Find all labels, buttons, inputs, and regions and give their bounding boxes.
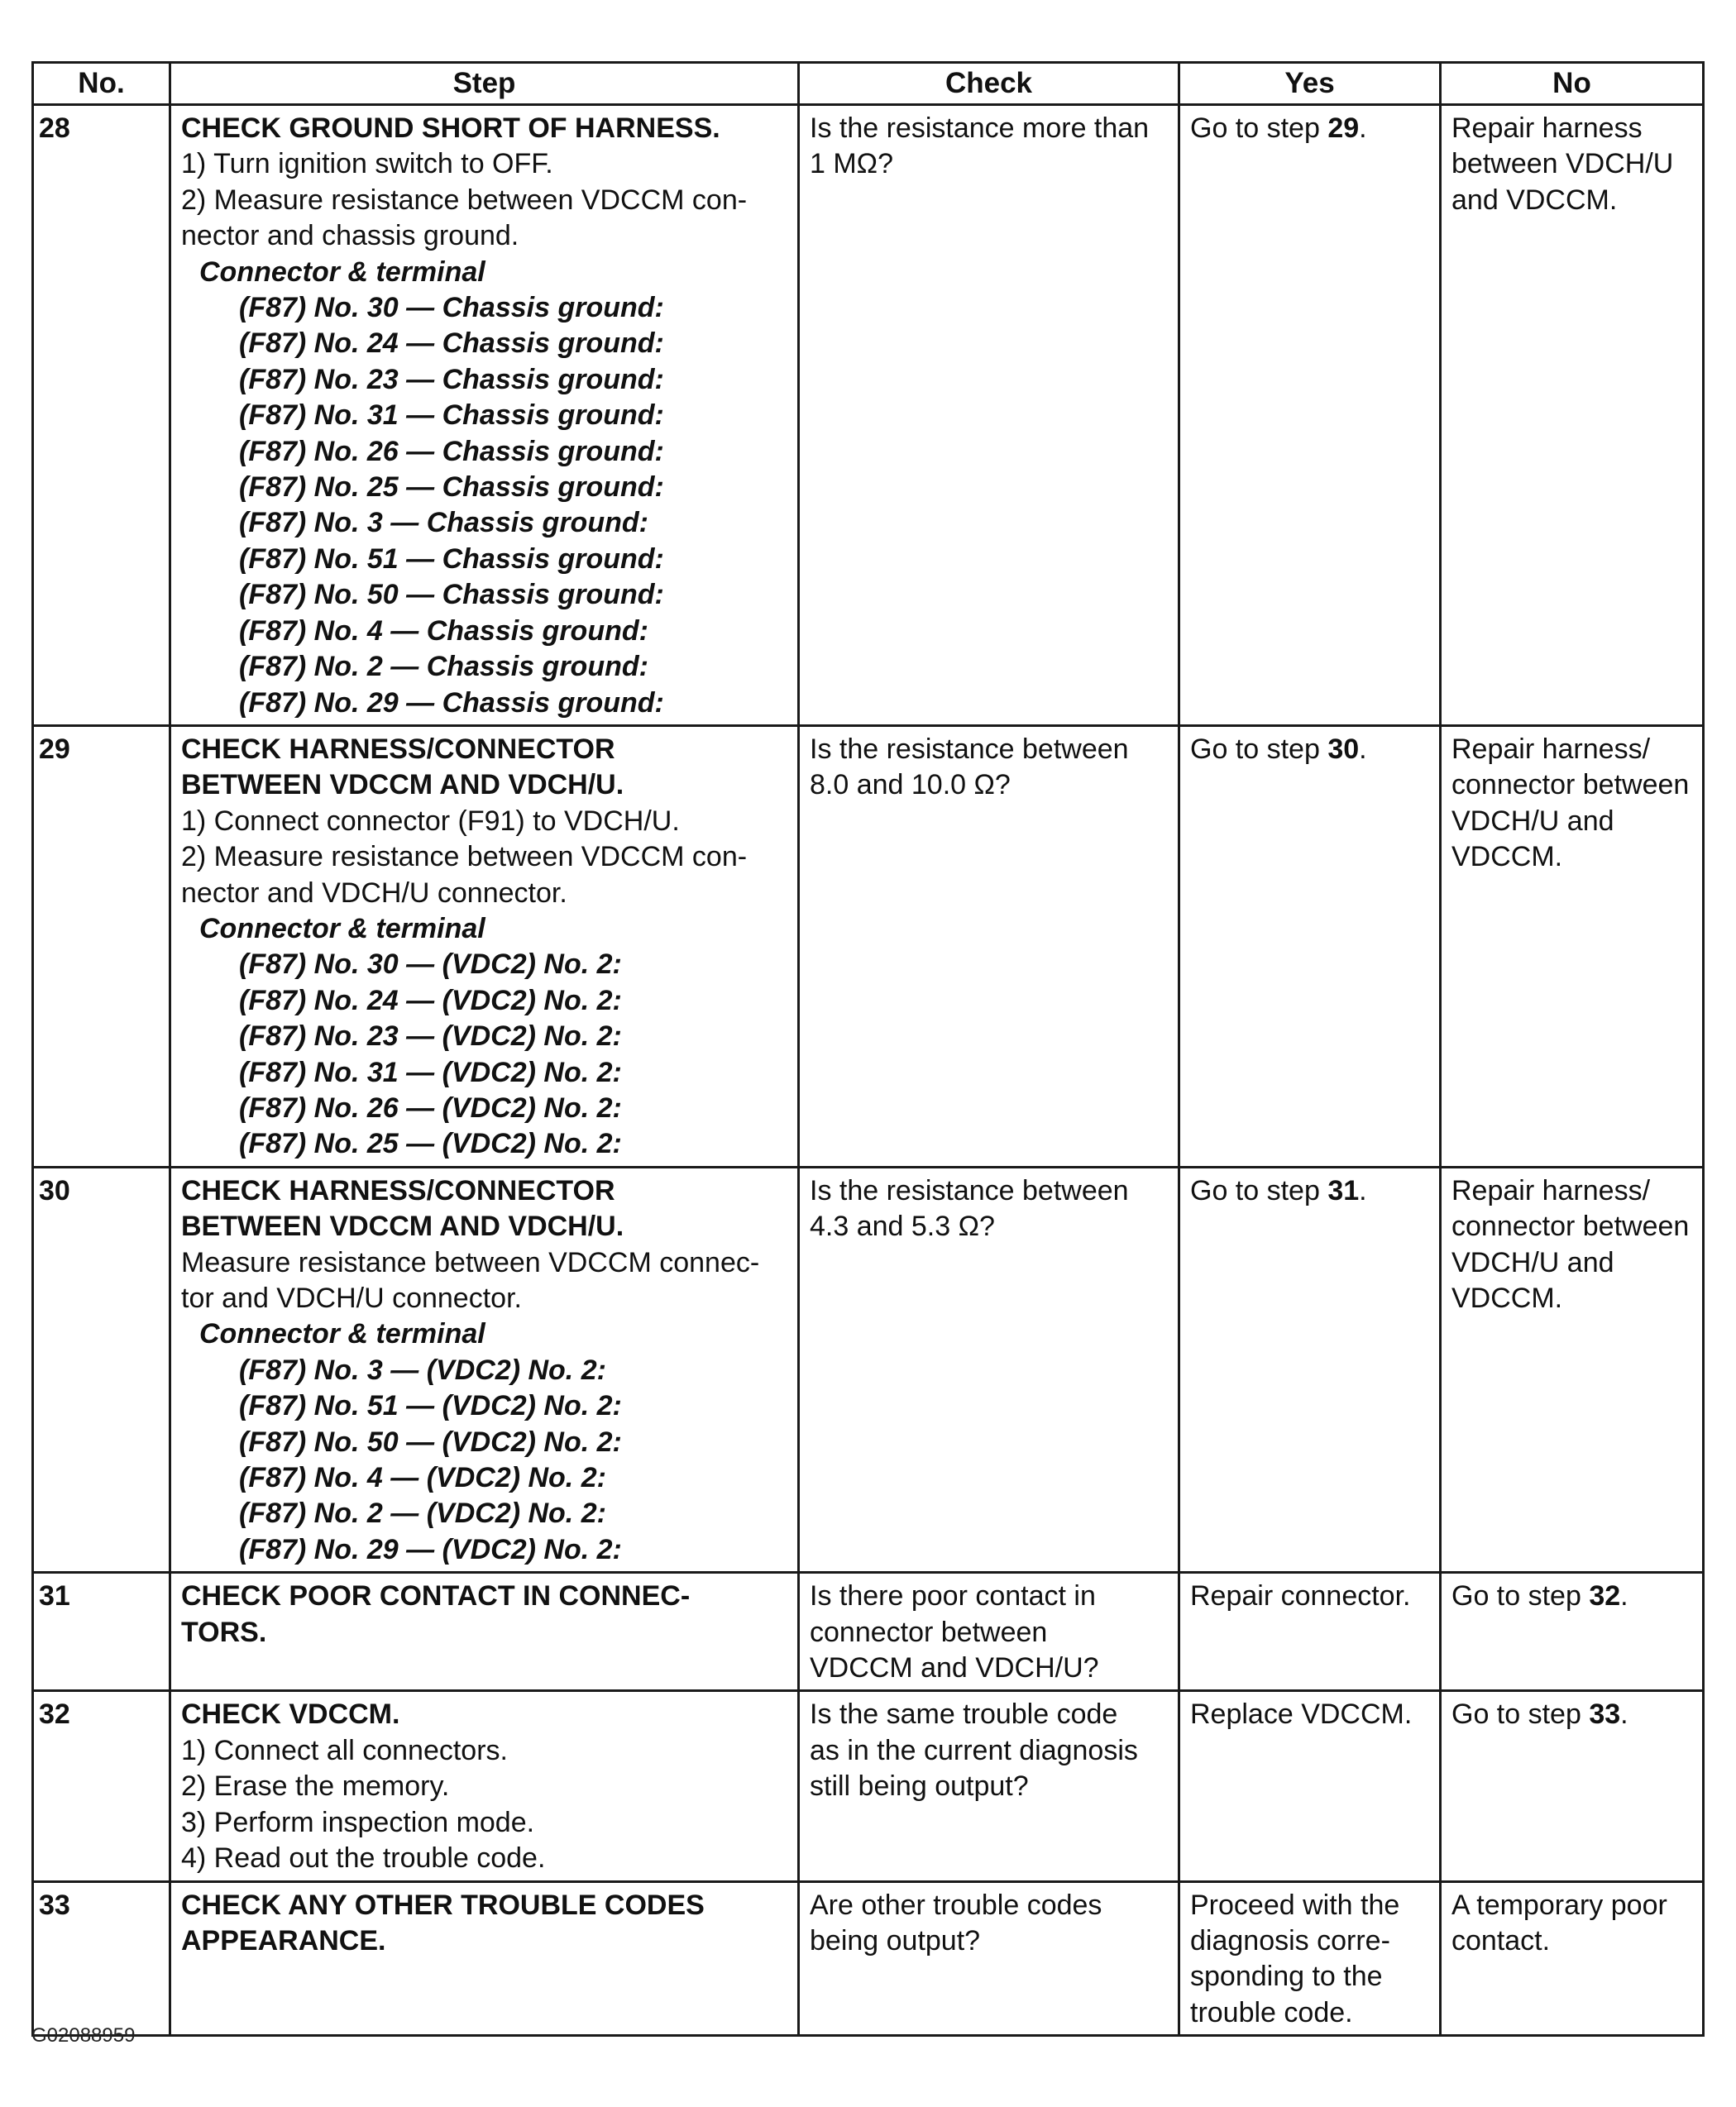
yes-cell-text: Repair connector. bbox=[1190, 1580, 1411, 1612]
yes-cell bbox=[1179, 1573, 1441, 1691]
yes-cell bbox=[1179, 1691, 1441, 1881]
check-line: as in the current diagnosis bbox=[810, 1734, 1138, 1766]
terminal-spec: (F87) No. 31 — (VDC2) No. 2: bbox=[239, 1056, 622, 1088]
no-cell bbox=[1441, 1691, 1704, 1881]
step-instruction: nector and chassis ground. bbox=[181, 220, 519, 252]
step-title: CHECK GROUND SHORT OF HARNESS. bbox=[181, 112, 720, 144]
step-instruction: 4) Read out the trouble code. bbox=[181, 1842, 546, 1875]
check-line: Is the same trouble code bbox=[810, 1698, 1118, 1731]
yes-cell bbox=[1179, 725, 1441, 1167]
no-cell-text: Go to step bbox=[1451, 1698, 1590, 1731]
step-cell bbox=[170, 725, 799, 1167]
terminal-heading: Connector & terminal bbox=[199, 912, 485, 944]
step-title: CHECK VDCCM. bbox=[181, 1698, 400, 1731]
check-line: Are other trouble codes bbox=[810, 1889, 1102, 1921]
yes-cell bbox=[1179, 105, 1441, 726]
check-line: Is there poor contact in bbox=[810, 1580, 1096, 1612]
table-row bbox=[33, 1881, 1704, 2036]
terminal-spec: (F87) No. 51 — (VDC2) No. 2: bbox=[239, 1390, 622, 1422]
yes-cell-punct: . bbox=[1359, 733, 1367, 765]
table-body bbox=[33, 105, 1704, 2036]
step-title: CHECK HARNESS/CONNECTOR bbox=[181, 733, 615, 765]
terminal-heading: Connector & terminal bbox=[199, 256, 485, 288]
check-cell bbox=[799, 1573, 1179, 1691]
terminal-spec: (F87) No. 26 — Chassis ground: bbox=[239, 435, 664, 467]
terminal-spec: (F87) No. 30 — Chassis ground: bbox=[239, 292, 664, 324]
table-row bbox=[33, 105, 1704, 726]
terminal-spec: (F87) No. 23 — Chassis ground: bbox=[239, 363, 664, 395]
yes-cell-text: Go to step bbox=[1190, 1174, 1328, 1206]
terminal-spec: (F87) No. 3 — Chassis ground: bbox=[239, 507, 648, 539]
step-instruction: 1) Turn ignition switch to OFF. bbox=[181, 148, 553, 180]
terminal-spec: (F87) No. 50 — (VDC2) No. 2: bbox=[239, 1426, 622, 1458]
table-row bbox=[33, 1573, 1704, 1691]
step-number: 33 bbox=[33, 1881, 170, 2036]
terminal-spec: (F87) No. 26 — (VDC2) No. 2: bbox=[239, 1092, 622, 1124]
step-number: 28 bbox=[33, 105, 170, 726]
yes-cell-text: Replace VDCCM. bbox=[1190, 1698, 1413, 1731]
terminal-spec: (F87) No. 25 — Chassis ground: bbox=[239, 471, 664, 504]
no-cell-text: Repair harness between VDCH/U and VDCCM. bbox=[1451, 112, 1674, 216]
check-cell bbox=[799, 725, 1179, 1167]
check-line: 8.0 and 10.0 Ω? bbox=[810, 769, 1011, 801]
yes-cell-text: Go to step bbox=[1190, 112, 1328, 144]
yes-cell-text: Go to step bbox=[1190, 733, 1328, 765]
check-cell bbox=[799, 1881, 1179, 2036]
yes-cell-step-ref: 29 bbox=[1327, 112, 1360, 144]
yes-cell-step-ref: 30 bbox=[1327, 733, 1360, 765]
step-instruction: tor and VDCH/U connector. bbox=[181, 1283, 522, 1314]
no-cell-punct: . bbox=[1620, 1698, 1628, 1731]
step-instruction: nector and VDCH/U connector. bbox=[181, 877, 567, 909]
check-line: Is the resistance more than bbox=[810, 112, 1150, 144]
no-cell-text: A temporary poor contact. bbox=[1451, 1889, 1667, 1956]
header-no-action: No bbox=[1441, 63, 1704, 105]
diagnostic-table bbox=[31, 61, 1705, 2037]
header-check: Check bbox=[799, 63, 1179, 105]
step-title: BETWEEN VDCCM AND VDCH/U. bbox=[181, 769, 624, 801]
terminal-spec: (F87) No. 29 — Chassis ground: bbox=[239, 686, 664, 719]
yes-cell-step-ref: 31 bbox=[1327, 1174, 1360, 1206]
step-instruction: Measure resistance between VDCCM connec- bbox=[181, 1246, 760, 1278]
step-cell bbox=[170, 105, 799, 726]
check-line: 4.3 and 5.3 Ω? bbox=[810, 1211, 995, 1243]
no-cell bbox=[1441, 105, 1704, 726]
table-row bbox=[33, 1691, 1704, 1881]
terminal-spec: (F87) No. 2 — (VDC2) No. 2: bbox=[239, 1498, 606, 1530]
header-yes: Yes bbox=[1179, 63, 1441, 105]
step-number: 31 bbox=[33, 1573, 170, 1691]
step-instruction: 2) Erase the memory. bbox=[181, 1770, 450, 1803]
no-cell bbox=[1441, 1881, 1704, 2036]
check-line: Is the resistance between bbox=[810, 1174, 1129, 1206]
step-cell bbox=[170, 1573, 799, 1691]
no-cell-text: Repair harness/ connector between VDCH/U and VDCCM. bbox=[1451, 1174, 1690, 1314]
step-title: BETWEEN VDCCM AND VDCH/U. bbox=[181, 1211, 624, 1243]
check-line: being output? bbox=[810, 1924, 981, 1956]
terminal-spec: (F87) No. 2 — Chassis ground: bbox=[239, 651, 648, 683]
terminal-spec: (F87) No. 51 — Chassis ground: bbox=[239, 542, 664, 575]
terminal-spec: (F87) No. 25 — (VDC2) No. 2: bbox=[239, 1128, 622, 1160]
terminal-spec: (F87) No. 24 — (VDC2) No. 2: bbox=[239, 984, 622, 1016]
step-instruction: 3) Perform inspection mode. bbox=[181, 1806, 535, 1838]
no-cell-step-ref: 33 bbox=[1589, 1698, 1621, 1731]
check-line: 1 MΩ? bbox=[810, 148, 894, 180]
terminal-spec: (F87) No. 4 — (VDC2) No. 2: bbox=[239, 1462, 606, 1494]
check-line: VDCCM and VDCH/U? bbox=[810, 1652, 1099, 1684]
no-cell-text: Repair harness/ connector between VDCH/U and VDCCM. bbox=[1451, 733, 1690, 873]
terminal-spec: (F87) No. 31 — Chassis ground: bbox=[239, 399, 664, 432]
step-instruction: 2) Measure resistance between VDCCM con- bbox=[181, 841, 748, 873]
step-instruction: 1) Connect all connectors. bbox=[181, 1734, 508, 1766]
no-cell bbox=[1441, 1167, 1704, 1572]
yes-cell-text: Proceed with the diagnosis corre- sponding to the trouble code. bbox=[1190, 1889, 1400, 2028]
step-instruction: 2) Measure resistance between VDCCM con- bbox=[181, 184, 748, 216]
header-row bbox=[33, 63, 1704, 105]
check-line: connector between bbox=[810, 1616, 1048, 1648]
no-cell bbox=[1441, 725, 1704, 1167]
yes-cell-punct: . bbox=[1359, 1174, 1367, 1206]
terminal-spec: (F87) No. 23 — (VDC2) No. 2: bbox=[239, 1020, 622, 1053]
terminal-spec: (F87) No. 30 — (VDC2) No. 2: bbox=[239, 948, 622, 981]
step-title: CHECK ANY OTHER TROUBLE CODES bbox=[181, 1889, 705, 1921]
terminal-spec: (F87) No. 24 — Chassis ground: bbox=[239, 327, 664, 360]
terminal-spec: (F87) No. 29 — (VDC2) No. 2: bbox=[239, 1533, 622, 1565]
step-cell bbox=[170, 1881, 799, 2036]
step-number: 32 bbox=[33, 1691, 170, 1881]
no-cell bbox=[1441, 1573, 1704, 1691]
table-row bbox=[33, 1167, 1704, 1572]
yes-cell bbox=[1179, 1881, 1441, 2036]
terminal-heading: Connector & terminal bbox=[199, 1318, 485, 1350]
step-number: 30 bbox=[33, 1167, 170, 1572]
step-number: 29 bbox=[33, 725, 170, 1167]
terminal-spec: (F87) No. 4 — Chassis ground: bbox=[239, 614, 648, 647]
step-cell bbox=[170, 1691, 799, 1881]
check-cell bbox=[799, 1167, 1179, 1572]
check-line: Is the resistance between bbox=[810, 733, 1129, 765]
step-instruction: 1) Connect connector (F91) to VDCH/U. bbox=[181, 805, 680, 837]
step-title: APPEARANCE. bbox=[181, 1924, 386, 1956]
yes-cell-punct: . bbox=[1359, 112, 1367, 144]
figure-id: G02088959 bbox=[31, 2024, 136, 2047]
check-line: still being output? bbox=[810, 1770, 1029, 1803]
step-cell bbox=[170, 1167, 799, 1572]
step-title: CHECK HARNESS/CONNECTOR bbox=[181, 1174, 615, 1206]
terminal-spec: (F87) No. 3 — (VDC2) No. 2: bbox=[239, 1354, 606, 1386]
yes-cell bbox=[1179, 1167, 1441, 1572]
terminal-spec: (F87) No. 50 — Chassis ground: bbox=[239, 579, 664, 611]
check-cell bbox=[799, 105, 1179, 726]
no-cell-punct: . bbox=[1620, 1580, 1628, 1612]
step-title: CHECK POOR CONTACT IN CONNEC- bbox=[181, 1580, 691, 1612]
header-step: Step bbox=[170, 63, 799, 105]
step-title: TORS. bbox=[181, 1616, 267, 1648]
no-cell-text: Go to step bbox=[1451, 1580, 1590, 1612]
table-row bbox=[33, 725, 1704, 1167]
check-cell bbox=[799, 1691, 1179, 1881]
no-cell-step-ref: 32 bbox=[1589, 1580, 1621, 1612]
header-no: No. bbox=[33, 63, 170, 105]
